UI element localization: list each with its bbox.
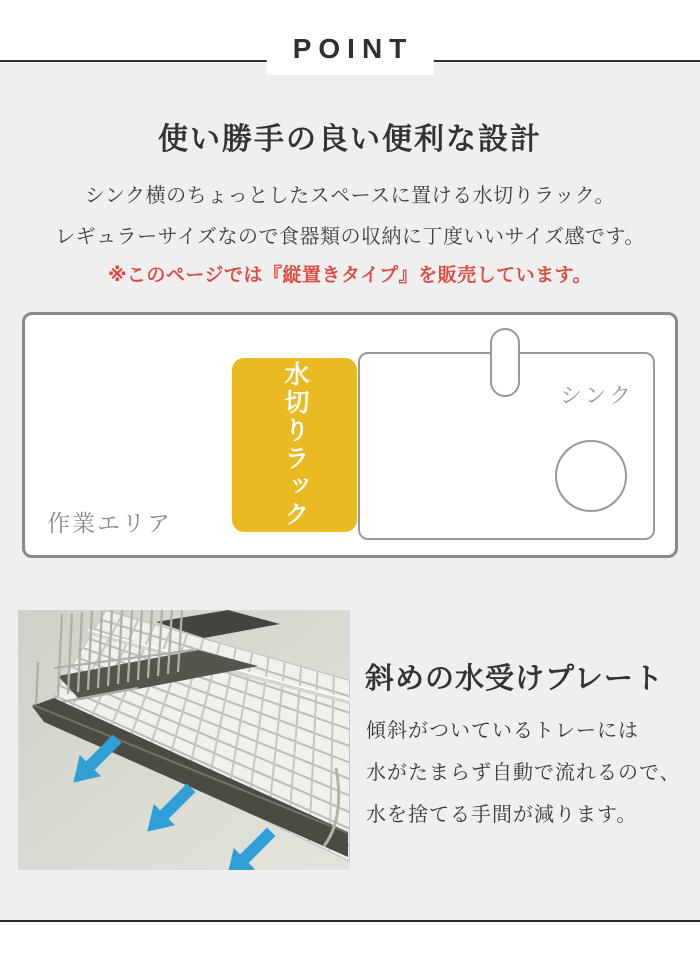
layout-diagram: [22, 312, 678, 558]
intro-line-1: シンク横のちょっとしたスペースに置ける水切りラック。: [85, 185, 615, 207]
feature-line-2: 水がたまらず自動で流れるので、: [366, 762, 681, 784]
rack-label: 水切りラック: [281, 361, 309, 529]
intro-title: 使い勝手の良い便利な設計: [158, 123, 542, 156]
product-photo: [18, 610, 350, 870]
sink-label: シンク: [560, 383, 635, 408]
feature-line-1: 傾斜がついているトレーには: [366, 720, 639, 742]
work-area-label: 作業エリア: [47, 510, 172, 536]
feature-line-3: 水を捨てる手間が減ります。: [366, 804, 638, 826]
faucet-shape: [490, 328, 520, 397]
intro-note: ※このページでは『縦置きタイプ』を販売しています。: [107, 265, 593, 286]
point-label: POINT: [267, 33, 434, 75]
rack-block: [232, 358, 357, 532]
feature-title: 斜めの水受けプレート: [365, 663, 664, 695]
intro-line-2: レギュラーサイズなので食器類の収納に丁度いいサイズ感です。: [55, 226, 645, 248]
bottom-divider: [0, 920, 700, 922]
drain-circle: [555, 440, 627, 512]
